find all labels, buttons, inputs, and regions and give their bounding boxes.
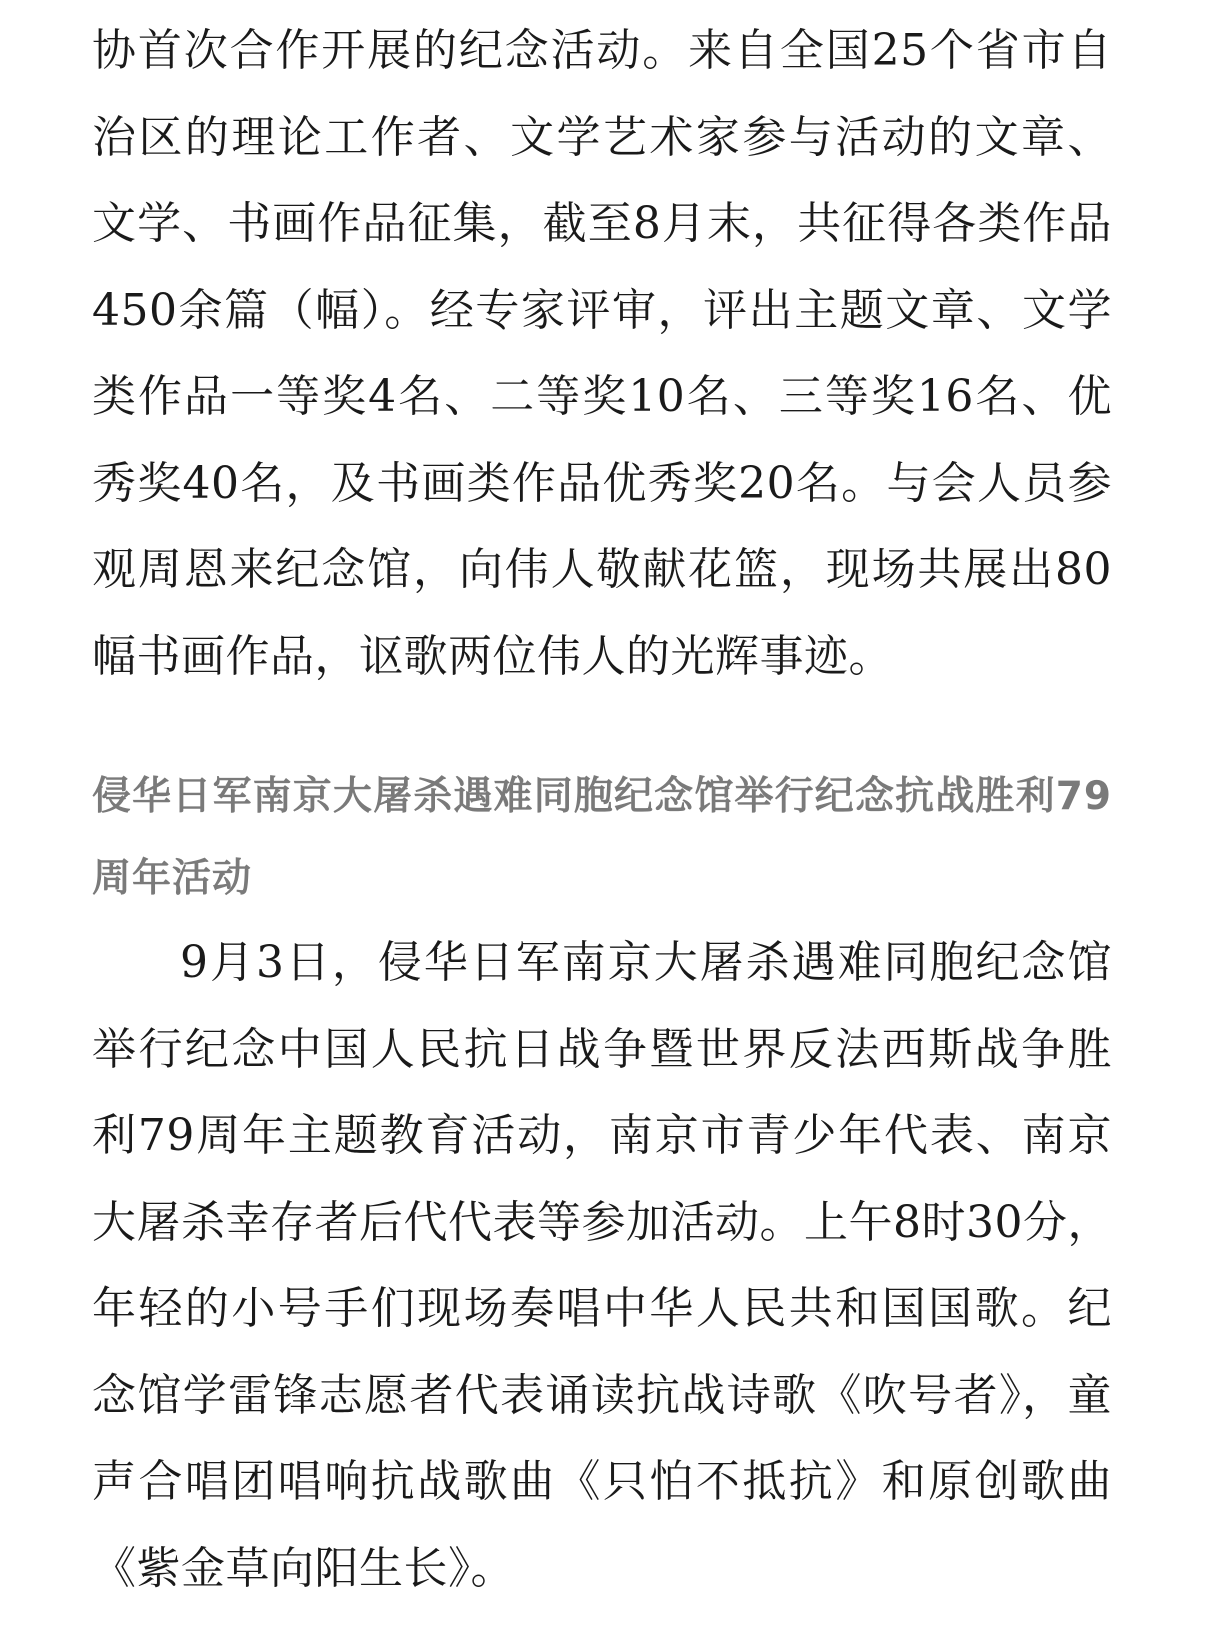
paragraph-continued: 协首次合作开展的纪念活动。来自全国25个省市自治区的理论工作者、文学艺术家参与活动的文章、文学、书画作品征集，截至8月末，共征得各类作品450余篇（幅）。经专家评审，评出主题文章、文学类作品一等奖4名、二等奖10名、三等奖16名、优秀奖40名，及书画类作品优秀奖20名。与会人员参观周恩来纪念馆，向伟人敬献花篮，现场共展出80幅书画作品，讴歌两位伟人的光辉事迹。 (92, 25, 1112, 682)
section-heading: 侵华日军南京大屠杀遇难同胞纪念馆举行纪念抗战胜利79周年活动 (92, 774, 1112, 901)
document-body (92, 8, 1112, 1612)
paragraph-nanjing-memorial-event: 9月3日，侵华日军南京大屠杀遇难同胞纪念馆举行纪念中国人民抗日战争暨世界反法西斯战争胜利79周年主题教育活动，南京市青少年代表、南京大屠杀幸存者后代代表等参加活动。上午8时30分，年轻的小号手们现场奏唱中华人民共和国国歌。纪念馆学雷锋志愿者代表诵读抗战诗歌《吹号者》，童声合唱团唱响抗战歌曲《只怕不抵抗》和原创歌曲《紫金草向阳生长》。 (92, 937, 1112, 1594)
